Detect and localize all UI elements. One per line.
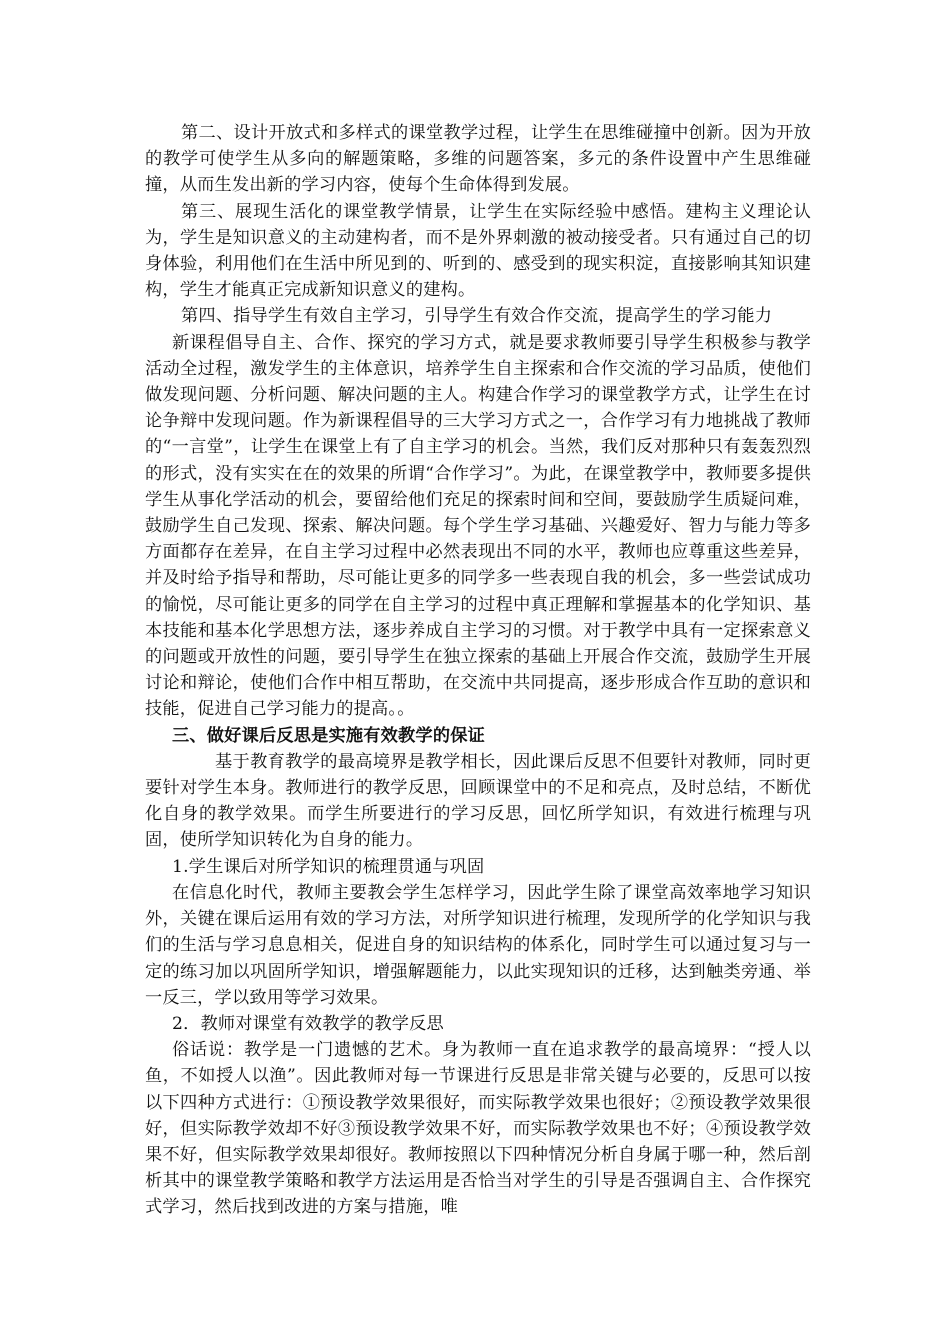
paragraph-information-age: 在信息化时代，教师主要教会学生怎样学习，因此学生除了课堂高效率地学习知识外，关键在课后运用有效的学习方法，对所学知识进行梳理，发现所学的化学知识与我们的生活与学习息息相关，促进自身的知识结构的体系化，同时学生可以通过复习与一定的练习加以巩固所学知识，增强解题能力，以此实现知识的迁移，达到触类旁通、举一反三，学以致用等学习效果。 [145,882,811,1008]
paragraph-teaching-reflection: 俗话说：教学是一门遗憾的艺术。身为教师一直在追求教学的最高境界：“授人以鱼，不如授人以渔”。因此教师对每一节课进行反思是非常关键与必要的，反思可以按以下四种方式进行：①预设教学效果很好，而实际教学效果也很好；②预设教学效果很好，但实际教学效却不好③预设教学效果不好，而实际教学效果也不好；④预设教学效果不好，但实际教学效果却很好。教师按照以下四种情况分析自身属于哪一种，然后剖析其中的课堂教学策略和教学方法运用是否恰当对学生的引导是否强调自主、合作探究式学习，然后找到改进的方案与措施，唯 [145,1040,811,1218]
subheading-one: 1.学生课后对所学知识的梳理贯通与巩固 [172,856,485,877]
paragraph-fourth-point: 第四、指导学生有效自主学习，引导学生有效合作交流，提高学生的学习能力 [181,306,773,327]
paragraph-new-curriculum: 新课程倡导自主、合作、探究的学习方式，就是要求教师要引导学生积极参与教学活动全过程，激发学生的主体意识，培养学生自主探索和合作交流的学习品质，使他们做发现问题、分析问题、解决问题的主人。构建合作学习的课堂教学方式，让学生在讨论争辩中发现问题。作为新课程倡导的三大学习方式之一，合作学习有力地挑战了教师的“一言堂”，让学生在课堂上有了自主学习的机会。当然，我们反对那种只有轰轰烈烈的形式，没有实实在在的效果的所谓“合作学习”。为此，在课堂教学中，教师要多提供学生从事化学活动的机会，要留给他们充足的探索时间和空间，要鼓励学生质疑问难，鼓励学生自己发现、探索、解决问题。每个学生学习基础、兴趣爱好、智力与能力等多方面都存在差异，在自主学习过程中必然表现出不同的水平，教师也应尊重这些差异，并及时给予指导和帮助，尽可能让更多的同学多一些表现自我的机会，多一些尝试成功的愉悦，尽可能让更多的同学在自主学习的过程中真正理解和掌握基本的化学知识、基本技能和基本化学思想方法，逐步养成自主学习的习惯。对于教学中具有一定探索意义的问题或开放性的问题，要引导学生在独立探索的基础上开展合作交流，鼓励学生开展讨论和辩论，使他们合作中相互帮助，在交流中共同提高，逐步形成合作互助的意识和技能，促进自己学习能力的提高。。 [145,332,811,720]
paragraph-second-point: 第二、设计开放式和多样式的课堂教学过程，让学生在思维碰撞中创新。因为开放的教学可使学生从多向的解题策略，多维的问题答案，多元的条件设置中产生思维碰撞，从而生发出新的学习内容，使每个生命体得到发展。 [145,123,811,196]
paragraph-reflection-intro: 基于教育教学的最高境界是教学相长，因此课后反思不但要针对教师，同时更要针对学生本身。教师进行的教学反思，回顾课堂中的不足和亮点，及时总结，不断优化自身的教学效果。而学生所要进行的学习反思，回忆所学知识，有效进行梳理与巩固，使所学知识转化为自身的能力。 [145,751,811,851]
section-heading-three: 三、做好课后反思是实施有效教学的保证 [172,725,485,746]
paragraph-third-point: 第三、展现生活化的课堂教学情景，让学生在实际经验中感悟。建构主义理论认为，学生是知识意义的主动建构者，而不是外界刺激的被动接受者。只有通过自己的切身体验，利用他们在生活中所见到的、听到的、感受到的现实积淀，直接影响其知识建构，学生才能真正完成新知识意义的建构。 [145,201,811,301]
document-body [145,120,811,1221]
subheading-two: 2．教师对课堂有效教学的教学反思 [172,1013,444,1034]
